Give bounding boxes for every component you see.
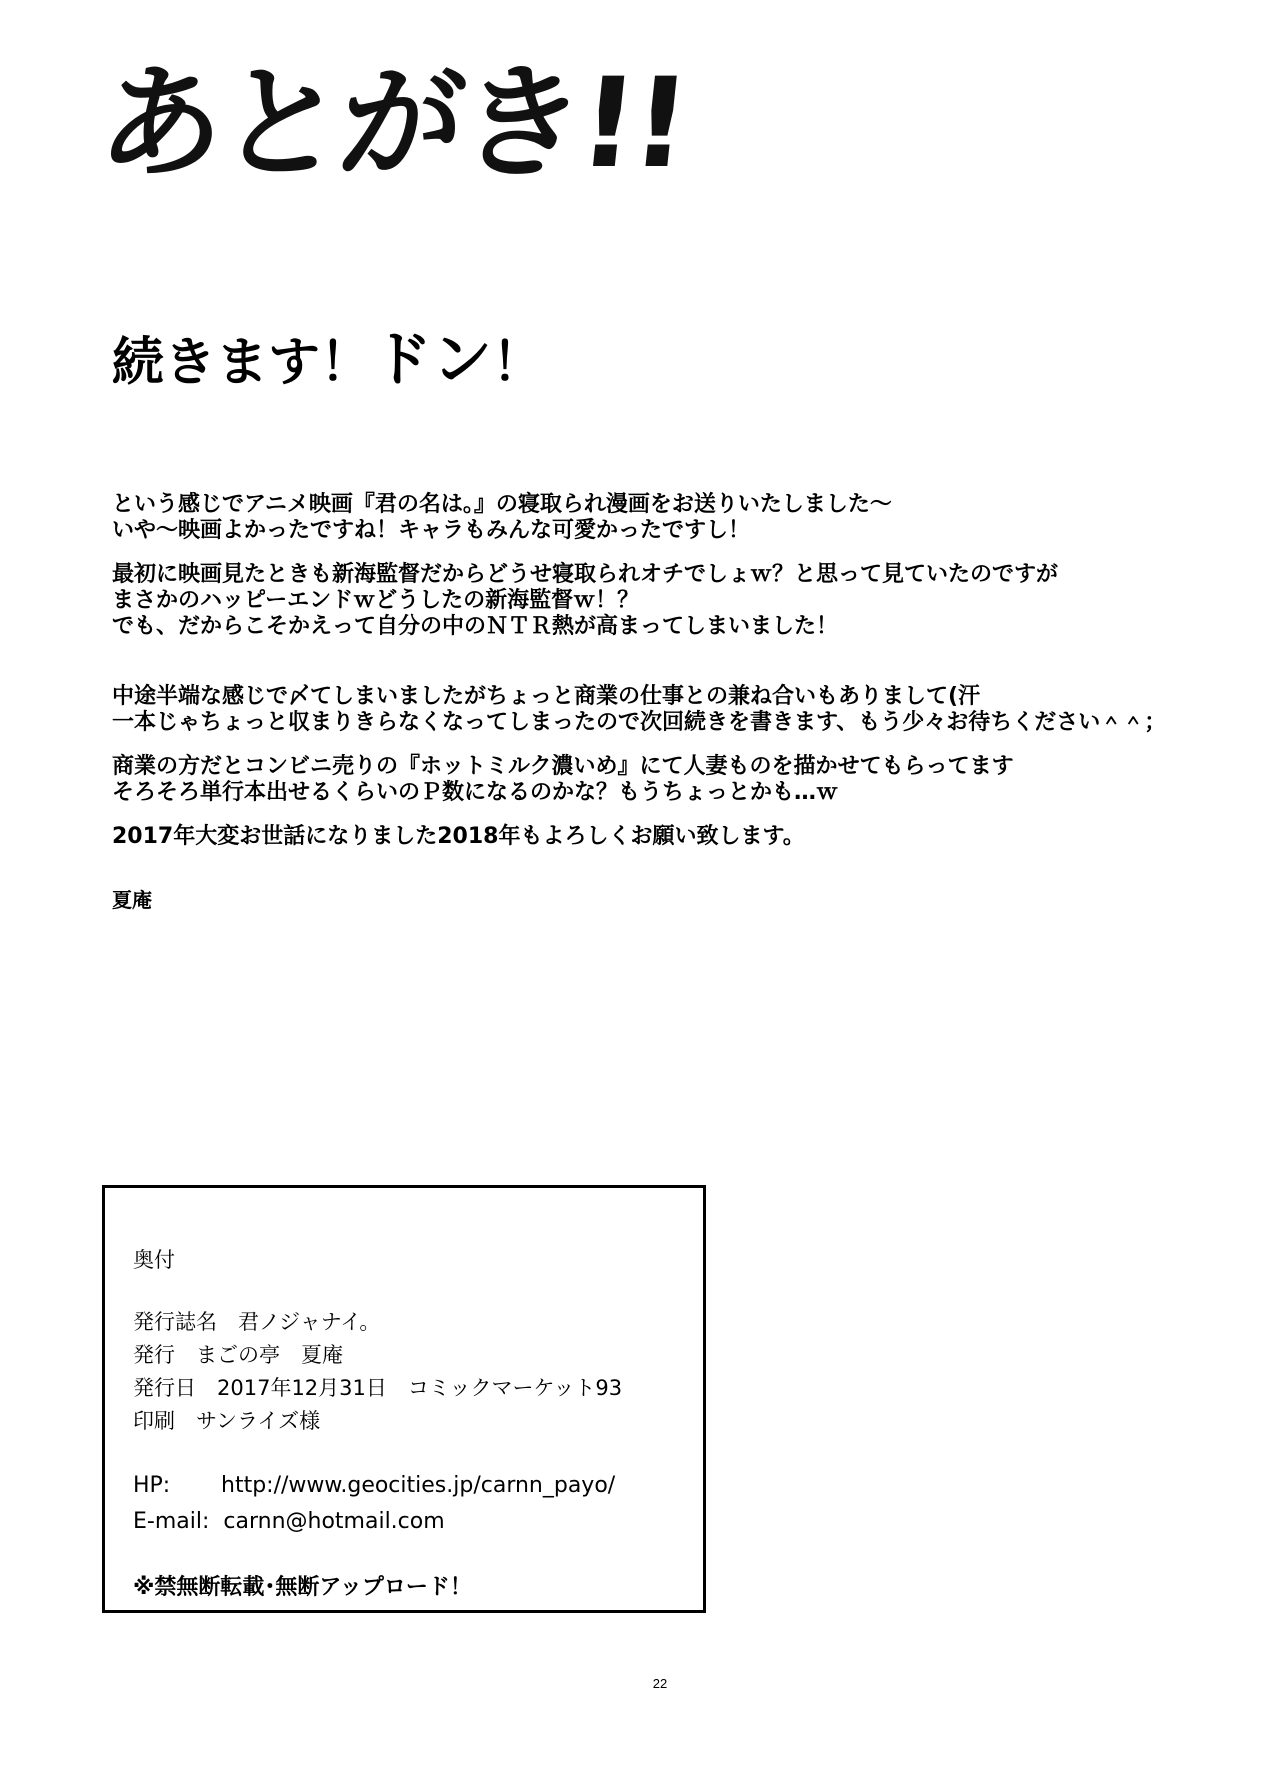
author-signature: 夏庵	[112, 888, 152, 912]
colophon-row-date	[133, 1372, 703, 1405]
colophon-contact	[133, 1468, 703, 1540]
paragraph-line: 2017年大変お世話になりました2018年もよろしくお願い致します。	[112, 824, 805, 849]
afterword-title: あとがき!!	[92, 52, 693, 196]
paragraph-line: 商業の方だとコンビニ売りの『ホットミルク濃いめ』にて人妻ものを描かせてもらってます	[112, 754, 1014, 779]
colophon-hp-row	[133, 1468, 703, 1504]
colophon-email-row	[133, 1504, 703, 1540]
paragraph-line: いや～映画よかったですね！キャラもみんな可愛かったですし！	[112, 518, 751, 543]
paragraph-5	[112, 824, 1232, 850]
paragraph-4	[112, 754, 1232, 806]
headline-part-3: ！	[492, 333, 545, 393]
paragraph-3	[112, 684, 1232, 736]
colophon-box	[102, 1185, 706, 1613]
reprint-notice: ※禁無断転載･無断アップロード！	[133, 1575, 472, 1600]
paragraph-line: でも、だからこそかえって自分の中のＮＴＲ熱が高まってしまいました！	[112, 614, 839, 639]
colophon-row-publisher	[133, 1339, 703, 1372]
headline-part-2: ドン	[372, 325, 493, 395]
paragraph-line: 最初に映画見たときも新海監督だからどうせ寝取られオチでしょｗ？と思って見ていたのですが	[112, 562, 1059, 587]
hp-link: http://www.geocities.jp/carnn_payo/	[221, 1473, 616, 1498]
paragraph-line: 中途半端な感じで〆てしまいましたがちょっと商業の仕事との兼ね合いもありまして(汗	[112, 684, 981, 709]
paragraph-1	[112, 492, 1232, 544]
colophon-value: サンライズ様	[196, 1409, 321, 1433]
paragraph-line: という感じでアニメ映画『君の名は。』の寝取られ漫画をお送りいたしました～	[112, 492, 892, 517]
colophon-row-title	[133, 1306, 703, 1339]
page-number: 22	[652, 1676, 668, 1691]
colophon-value: 2017年12月31日 コミックマーケット93	[217, 1376, 623, 1400]
colophon-label: 発行	[133, 1343, 175, 1367]
afterword-body	[112, 492, 1232, 913]
continued-headline	[112, 325, 545, 395]
colophon-row-printer	[133, 1405, 703, 1438]
colophon-label: 印刷	[133, 1409, 175, 1433]
colophon-label: 発行日	[133, 1376, 196, 1400]
email-address: carnn@hotmail.com	[223, 1509, 445, 1534]
email-label: E-mail:	[133, 1509, 210, 1534]
paragraph-line: そろそろ単行本出せるくらいのＰ数になるのかな？もうちょっとかも…ｗ	[112, 780, 839, 805]
colophon-value: 君ノジャナイ。	[238, 1310, 381, 1334]
paragraph-line: 一本じゃちょっと収まりきらなくなってしまったので次回続きを書きます、もう少々お待ちください＾＾；	[112, 710, 1167, 735]
paragraph-line: まさかのハッピーエンドｗどうしたの新海監督ｗ！？	[112, 588, 640, 613]
colophon-label: 発行誌名	[133, 1310, 217, 1334]
colophon-value: まごの亭 夏庵	[196, 1343, 343, 1367]
hp-label: HP:	[133, 1473, 171, 1498]
colophon-heading: 奥付	[133, 1248, 175, 1272]
paragraph-2	[112, 562, 1232, 640]
headline-part-1: 続きます！	[112, 333, 373, 393]
